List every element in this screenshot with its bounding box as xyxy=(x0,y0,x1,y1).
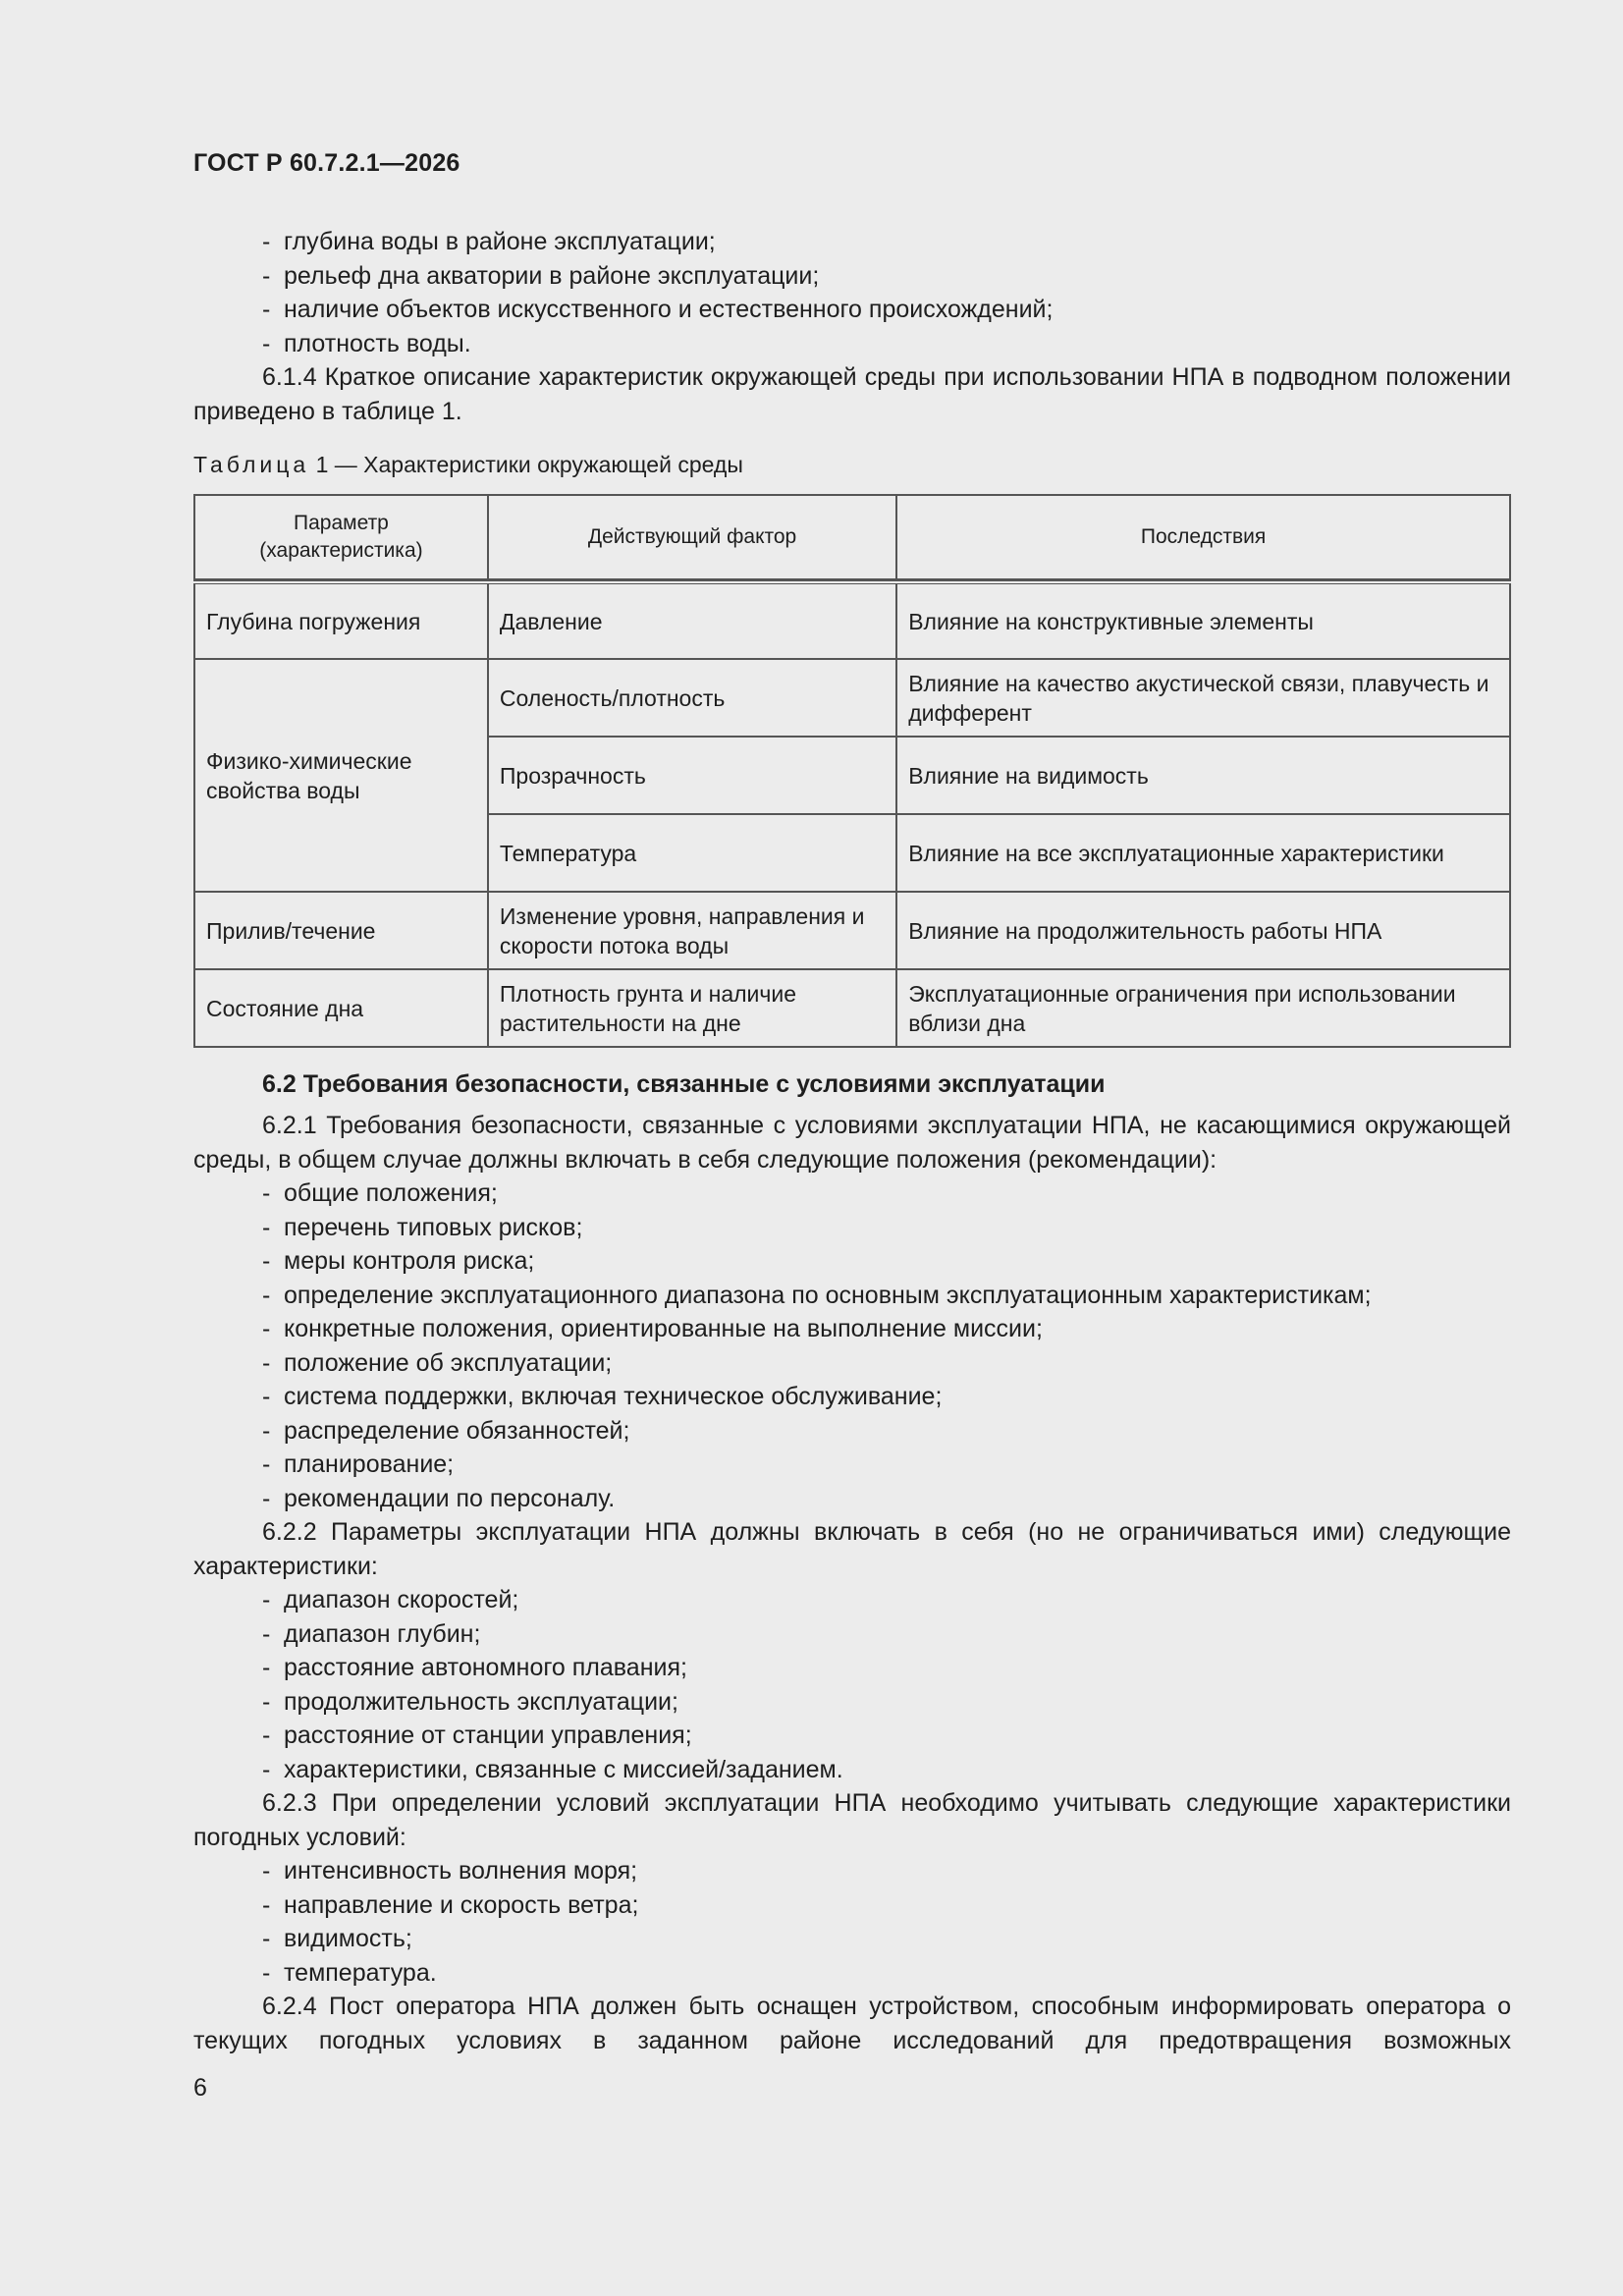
page-number: 6 xyxy=(193,2074,207,2102)
list-item: - плотность воды. xyxy=(193,327,1511,361)
table-cell: Влияние на продолжительность работы НПА xyxy=(896,892,1510,969)
list-item: - общие положения; xyxy=(193,1176,1511,1211)
document-id-header: ГОСТ Р 60.7.2.1—2026 xyxy=(193,149,460,177)
list-item: - расстояние автономного плавания; xyxy=(193,1651,1511,1685)
intro-block xyxy=(193,225,1511,428)
table-cell: Изменение уровня, направления и скорости потока воды xyxy=(488,892,896,969)
list-item: - глубина воды в районе эксплуатации; xyxy=(193,225,1511,259)
list-item: - направление и скорость ветра; xyxy=(193,1888,1511,1923)
table-cell: Прилив/течение xyxy=(194,892,488,969)
list-item: - система поддержки, включая техническое обслуживание; xyxy=(193,1380,1511,1414)
paragraph-6-1-4: 6.1.4 Краткое описание характеристик окружающей среды при использовании НПА в подводном положении приведено в таблице 1. xyxy=(193,363,1511,425)
list-item: - меры контроля риска; xyxy=(193,1244,1511,1279)
table-caption-text: 1 — Характеристики окружающей среды xyxy=(309,452,743,477)
list-item: - характеристики, связанные с миссией/заданием. xyxy=(193,1753,1511,1787)
list-item: - продолжительность эксплуатации; xyxy=(193,1685,1511,1720)
table-cell: Влияние на видимость xyxy=(896,737,1510,814)
list-item: - рельеф дна акватории в районе эксплуатации; xyxy=(193,259,1511,294)
table-row xyxy=(194,659,1510,737)
list-item: - определение эксплуатационного диапазона по основным эксплуатационным характеристикам; xyxy=(193,1279,1511,1313)
table-cell: Давление xyxy=(488,582,896,659)
list-item: - положение об эксплуатации; xyxy=(193,1346,1511,1381)
table-caption xyxy=(193,452,743,478)
column-header: Параметр (характеристика) xyxy=(194,495,488,579)
table-cell: Температура xyxy=(488,814,896,892)
list-item: - интенсивность волнения моря; xyxy=(193,1854,1511,1888)
paragraph-6-2-3: 6.2.3 При определении условий эксплуатации НПА необходимо учитывать следующие характеристики погодных условий: xyxy=(193,1789,1511,1851)
table-cell: Глубина погружения xyxy=(194,582,488,659)
list-item: - диапазон скоростей; xyxy=(193,1583,1511,1617)
paragraph-6-2-4: 6.2.4 Пост оператора НПА должен быть оснащен устройством, способным информировать оператора о текущих погодных условиях в заданном районе исследований для предотвращения возможных xyxy=(193,1993,1511,2054)
table-cell: Влияние на качество акустической связи, плавучесть и дифферент xyxy=(896,659,1510,737)
paragraph-6-2-1: 6.2.1 Требования безопасности, связанные с условиями эксплуатации НПА, не касающимися окружающей среды, в общем случае должны включать в себя следующие положения (рекомендации): xyxy=(193,1112,1511,1174)
list-item: - планирование; xyxy=(193,1448,1511,1482)
column-header: Действующий фактор xyxy=(488,495,896,579)
table-row xyxy=(194,969,1510,1047)
environment-table xyxy=(193,494,1511,1048)
table-caption-word: Таблица xyxy=(193,452,310,477)
table-cell: Прозрачность xyxy=(488,737,896,814)
table-cell: Плотность грунта и наличие растительности на дне xyxy=(488,969,896,1047)
section-heading: 6.2 Требования безопасности, связанные с условиями эксплуатации xyxy=(262,1070,1106,1098)
list-item: - расстояние от станции управления; xyxy=(193,1719,1511,1753)
table-header-row xyxy=(194,495,1510,579)
paragraph-6-2-2: 6.2.2 Параметры эксплуатации НПА должны включать в себя (но не ограничиваться ими) следующие характеристики: xyxy=(193,1518,1511,1580)
list-item: - рекомендации по персоналу. xyxy=(193,1482,1511,1516)
list-item: - видимость; xyxy=(193,1922,1511,1956)
column-header: Последствия xyxy=(896,495,1510,579)
list-item: - перечень типовых рисков; xyxy=(193,1211,1511,1245)
section-6-2 xyxy=(193,1067,1511,2057)
table-cell: Эксплуатационные ограничения при использовании вблизи дна xyxy=(896,969,1510,1047)
table-row xyxy=(194,892,1510,969)
list-item: - температура. xyxy=(193,1956,1511,1991)
table-row xyxy=(194,582,1510,659)
list-item: - распределение обязанностей; xyxy=(193,1414,1511,1449)
list-item: - диапазон глубин; xyxy=(193,1617,1511,1652)
table-cell: Состояние дна xyxy=(194,969,488,1047)
table-cell: Влияние на все эксплуатационные характеристики xyxy=(896,814,1510,892)
table-cell: Влияние на конструктивные элементы xyxy=(896,582,1510,659)
table-cell: Физико-химические свойства воды xyxy=(194,659,488,892)
list-item: - наличие объектов искусственного и естественного происхождений; xyxy=(193,293,1511,327)
table-cell: Соленость/плотность xyxy=(488,659,896,737)
list-item: - конкретные положения, ориентированные на выполнение миссии; xyxy=(193,1312,1511,1346)
